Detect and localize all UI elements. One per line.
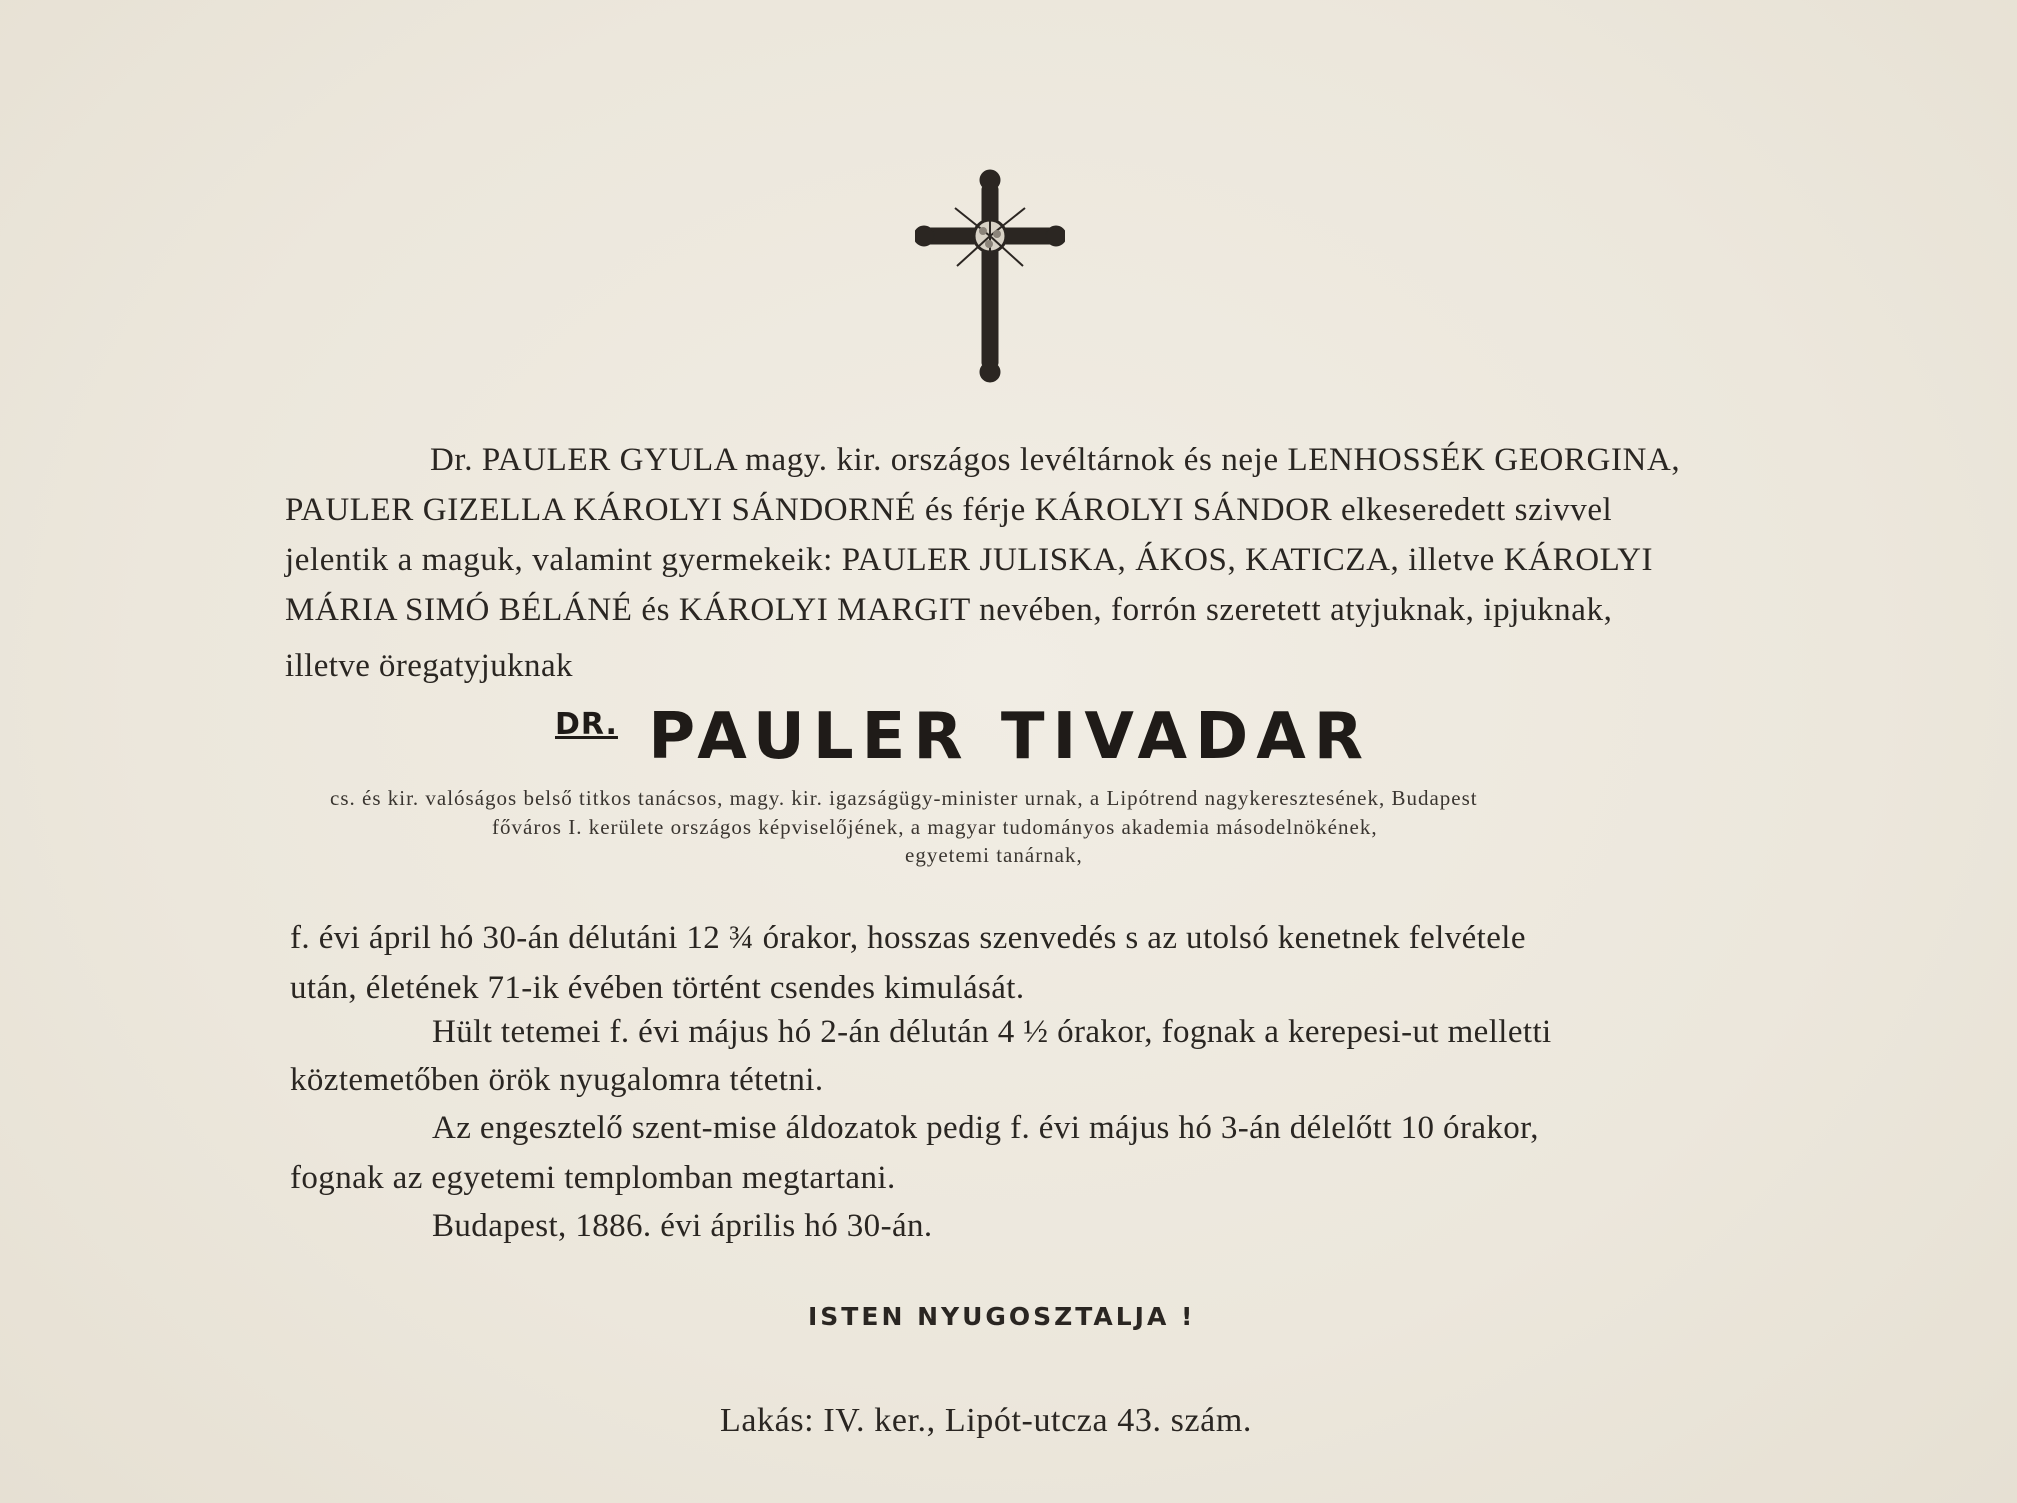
- residence-address: Lakás: IV. ker., Lipót-utcza 43. szám.: [720, 1402, 1253, 1439]
- intro-line-3: jelentik a maguk, valamint gyermekeik: PAULER JULISKA, ÁKOS, KATICZA, illetve KÁROLYI: [285, 542, 1654, 578]
- deceased-name-title: [555, 700, 1371, 774]
- deceased-name: PAULER TIVADAR: [648, 700, 1371, 774]
- body-line-3: Hült tetemei f. évi május hó 2-án délután 4 ½ órakor, fognak a kerepesi-ut melletti: [432, 1014, 1552, 1050]
- body-line-4: köztemetőben örök nyugalomra tétetni.: [290, 1062, 824, 1098]
- body-line-6: fognak az egyetemi templomban megtartani.: [290, 1160, 896, 1196]
- titles-line-3: egyetemi tanárnak,: [905, 843, 1083, 867]
- titles-line-2: főváros I. kerülete országos képviselőjének, a magyar tudományos akademia másodelnökének,: [492, 815, 1378, 839]
- intro-line-4: MÁRIA SIMÓ BÉLÁNÉ és KÁROLYI MARGIT nevében, forrón szeretett atyjuknak, ipjuknak,: [285, 592, 1613, 628]
- closing-blessing: ISTEN NYUGOSZTALJA !: [808, 1302, 1196, 1331]
- titles-line-1: cs. és kir. valóságos belső titkos tanácsos, magy. kir. igazságügy-minister urnak, a Lipótrend nagykeresztesének, Budapest: [330, 786, 1478, 810]
- body-line-1: f. évi ápril hó 30-án délutáni 12 ¾ órakor, hosszas szenvedés s az utolsó kenetnek felvétele: [290, 920, 1526, 956]
- body-line-2: után, életének 71-ik évében történt csendes kimulását.: [290, 970, 1025, 1006]
- intro-line-2: PAULER GIZELLA KÁROLYI SÁNDORNÉ és férje KÁROLYI SÁNDOR elkeseredett szivvel: [285, 492, 1613, 528]
- intro-line-1: Dr. PAULER GYULA magy. kir. országos levéltárnok és neje LENHOSSÉK GEORGINA,: [430, 442, 1681, 478]
- intro-line-5: illetve öregatyjuknak: [285, 648, 573, 684]
- body-line-7: Budapest, 1886. évi április hó 30-án.: [432, 1208, 933, 1244]
- ornate-cross-icon: [915, 168, 1065, 383]
- body-line-5: Az engesztelő szent-mise áldozatok pedig f. évi május hó 3-án délelőtt 10 órakor,: [432, 1110, 1539, 1146]
- doctor-prefix: DR.: [555, 707, 618, 742]
